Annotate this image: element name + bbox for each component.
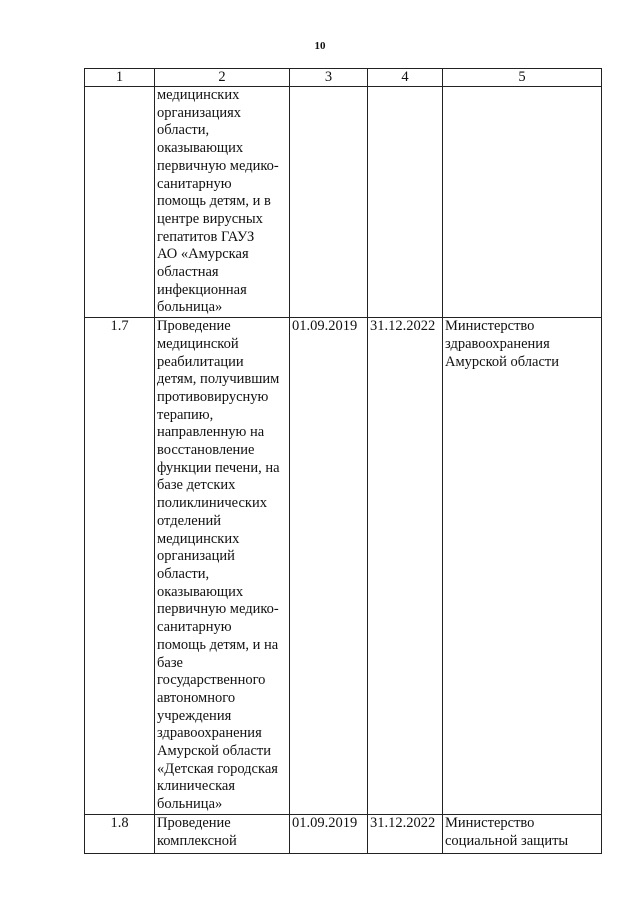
description-line: базе xyxy=(157,654,183,671)
table-row xyxy=(85,87,602,318)
description-line: Амурской области xyxy=(157,743,271,760)
header-col-5: 5 xyxy=(443,69,602,87)
description-line: оказывающих xyxy=(157,140,244,157)
measure-description xyxy=(155,318,290,815)
description-line: комплексной xyxy=(157,832,237,849)
row-number: 1.8 xyxy=(85,814,155,853)
description-line: базе детских xyxy=(157,477,236,494)
description-line: клиническая xyxy=(157,778,236,795)
description-line: оказывающих xyxy=(157,583,244,600)
row-number: 1.7 xyxy=(85,318,155,815)
description-line: функции печени, на xyxy=(157,459,280,476)
start-date: 01.09.2019 xyxy=(290,318,368,815)
description-line: учреждения xyxy=(157,707,232,724)
description-line: терапию, xyxy=(157,406,214,423)
table-row xyxy=(85,318,602,815)
responsible-party xyxy=(443,87,602,318)
responsible-line: Министерство xyxy=(445,318,535,335)
responsible-line: Амурской области xyxy=(445,353,559,370)
description-line: здравоохранения xyxy=(157,725,262,742)
description-line: центре вирусных xyxy=(157,210,263,227)
responsible-line: здравоохранения xyxy=(445,335,550,352)
description-line: первичную медико- xyxy=(157,601,279,618)
description-line: отделений xyxy=(157,512,221,529)
description-line: поликлинических xyxy=(157,495,267,512)
end-date: 31.12.2022 xyxy=(368,814,443,853)
description-line: государственного xyxy=(157,672,266,689)
description-line: больница» xyxy=(157,299,223,316)
responsible-line: Министерство xyxy=(445,814,535,831)
measure-description xyxy=(155,87,290,318)
description-line: гепатитов ГАУЗ xyxy=(157,228,255,245)
description-line: Проведение xyxy=(157,318,231,335)
description-line: Проведение xyxy=(157,814,231,831)
description-line: медицинских xyxy=(157,87,240,103)
description-line: восстановление xyxy=(157,442,255,459)
description-line: инфекционная xyxy=(157,281,247,298)
end-date: 31.12.2022 xyxy=(368,318,443,815)
header-col-1: 1 xyxy=(85,69,155,87)
description-line: медицинской xyxy=(157,335,239,352)
description-line: противовирусную xyxy=(157,388,269,405)
description-line: области, xyxy=(157,565,210,582)
start-date: 01.09.2019 xyxy=(290,814,368,853)
description-line: реабилитации xyxy=(157,353,244,370)
description-line: медицинских xyxy=(157,530,240,547)
description-line: организациях xyxy=(157,104,242,121)
measures-table xyxy=(84,68,602,854)
description-line: первичную медико- xyxy=(157,157,279,174)
description-line: санитарную xyxy=(157,619,232,636)
table-row xyxy=(85,814,602,853)
description-line: детям, получившим xyxy=(157,371,280,388)
description-line: области, xyxy=(157,122,210,139)
description-line: помощь детям, и в xyxy=(157,193,271,210)
description-line: АО «Амурская xyxy=(157,246,249,263)
header-col-3: 3 xyxy=(290,69,368,87)
responsible-party xyxy=(443,814,602,853)
row-number xyxy=(85,87,155,318)
description-line: организаций xyxy=(157,548,235,565)
responsible-line: социальной защиты xyxy=(445,832,569,849)
description-line: областная xyxy=(157,264,219,281)
description-line: автономного xyxy=(157,689,236,706)
responsible-party xyxy=(443,318,602,815)
description-line: больница» xyxy=(157,796,223,813)
header-col-2: 2 xyxy=(155,69,290,87)
page-number: 10 xyxy=(314,40,326,52)
table-header-row xyxy=(85,69,602,87)
description-line: помощь детям, и на xyxy=(157,636,279,653)
description-line: «Детская городская xyxy=(157,760,278,777)
header-col-4: 4 xyxy=(368,69,443,87)
description-line: направленную на xyxy=(157,424,265,441)
description-line: санитарную xyxy=(157,175,232,192)
start-date xyxy=(290,87,368,318)
end-date xyxy=(368,87,443,318)
measure-description xyxy=(155,814,290,853)
